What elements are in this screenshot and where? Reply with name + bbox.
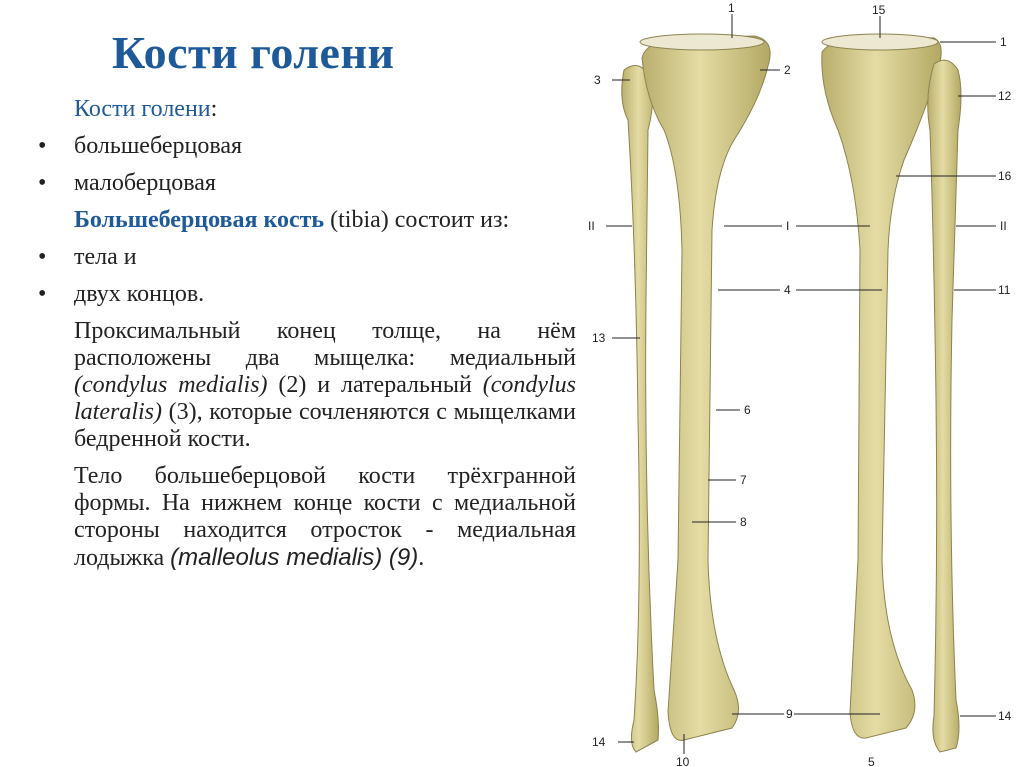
leg-bones-illustration [584, 0, 1024, 767]
text-run: (3), которые сочленяются с мыщелками бедренной кости. [74, 399, 576, 452]
label-4: 4 [784, 283, 791, 297]
right-fibula [928, 60, 961, 752]
label-1: 1 [728, 1, 735, 15]
label-5: 5 [868, 755, 875, 767]
bullet-item: • тела и [36, 244, 576, 271]
subtitle-colon: : [210, 96, 218, 122]
text-run: Проксимальный конец толще, на нём расположены два мыщелка: медиальный [74, 318, 576, 371]
subtitle-text: Кости голени [74, 96, 211, 122]
label-9: 9 [786, 707, 793, 721]
latin-term: (condylus lateralis) [74, 372, 577, 425]
right-tibia [822, 36, 941, 738]
label-1-right: 1 [1000, 35, 1007, 49]
bullet-item: • двух концов. [36, 281, 576, 308]
label-7: 7 [740, 473, 747, 487]
label-14: 14 [592, 735, 606, 749]
section-subtitle [74, 96, 576, 123]
bullet-item: • большеберцовая [36, 133, 576, 160]
latin-term: (malleolus medialis) (9) [170, 544, 419, 571]
text-block [36, 96, 576, 572]
label-13: 13 [592, 331, 606, 345]
label-8: 8 [740, 515, 747, 529]
proximal-paragraph [74, 318, 576, 453]
label-12: 12 [998, 89, 1012, 103]
label-II: II [588, 219, 595, 233]
tibia-term: Большеберцовая кость [74, 207, 325, 233]
label-2: 2 [784, 63, 791, 77]
text-run: (2) и латеральный [267, 372, 483, 398]
left-tibia [642, 36, 770, 740]
label-16: 16 [998, 169, 1012, 183]
label-14-right: 14 [998, 709, 1012, 723]
label-I: I [786, 219, 790, 233]
label-3: 3 [594, 73, 601, 87]
latin-term: (condylus medialis) [74, 372, 268, 398]
text-run: Тело большеберцовой кости трёхгранной формы. На нижнем конце кости с медиальной стороны находится отросток - медиальная лодыжка [74, 463, 576, 571]
label-10: 10 [676, 755, 690, 767]
slide-title: Кости голени [112, 27, 395, 78]
label-11: 11 [998, 283, 1011, 297]
body-paragraph [74, 463, 576, 572]
label-15: 15 [872, 3, 886, 17]
bullet-item: • малоберцовая [36, 170, 576, 197]
tibia-rest: (tibia) состоит из: [324, 207, 510, 233]
left-fibula [622, 66, 659, 753]
tibia-paragraph [74, 207, 576, 234]
text-run: . [418, 545, 425, 571]
label-6: 6 [744, 403, 751, 417]
bones-svg [584, 0, 1024, 767]
label-II-right: II [1000, 219, 1007, 233]
